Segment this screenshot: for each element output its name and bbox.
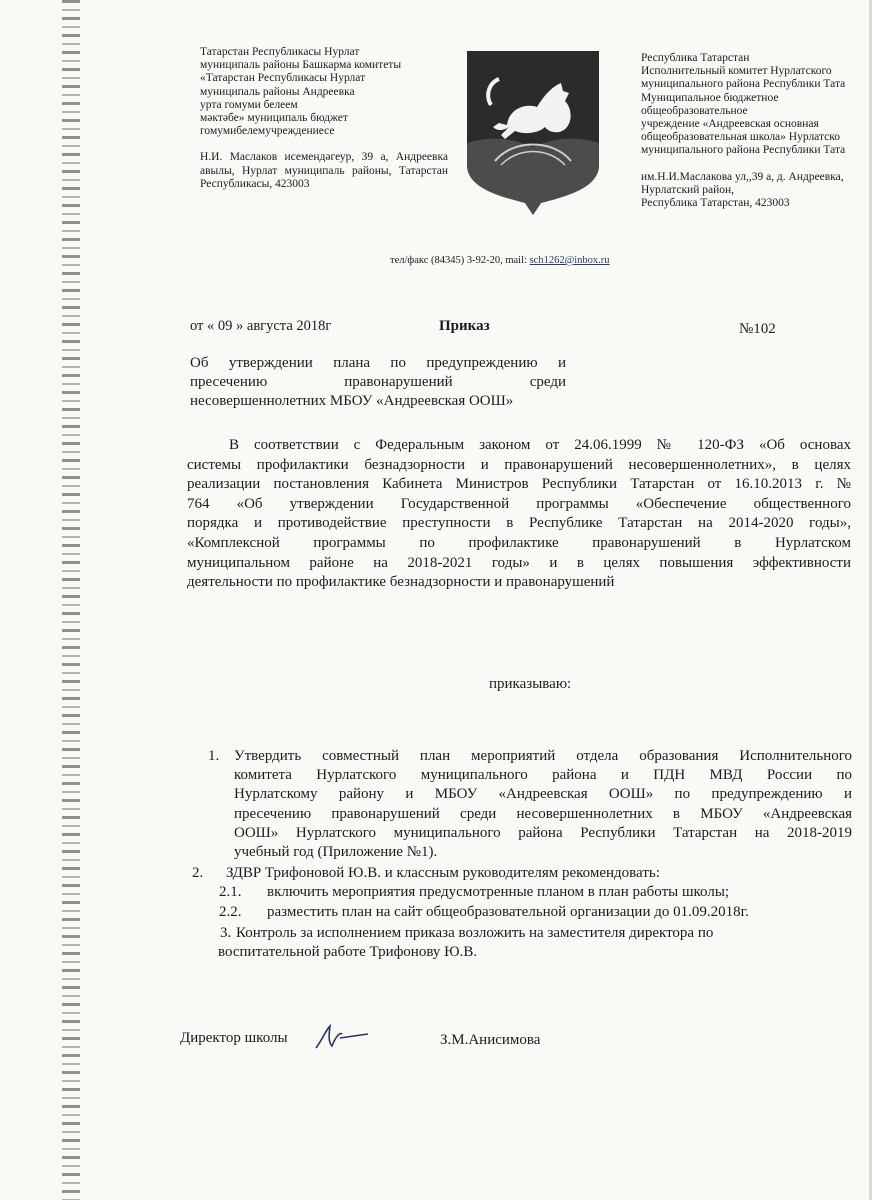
- header-left-line: «Татарстан Республикасы Нурлат: [200, 72, 366, 85]
- preamble-line: деятельности по профилактике безнадзорности и правонарушений: [187, 574, 615, 591]
- preamble-line: системы профилактики безнадзорности и правонарушений несовершеннолетних», в целях: [187, 456, 851, 473]
- item-line: ООШ» Нурлатского муниципального района Республики Татарстан на 2018-2019: [234, 824, 852, 841]
- item-line: Контроль за исполнением приказа возложить на заместителя директора по: [236, 924, 714, 941]
- order-subitem-2-2: [192, 903, 852, 922]
- item-line: Утвердить совместный план мероприятий отдела образования Исполнительного: [234, 748, 852, 764]
- order-verb: приказываю:: [489, 676, 572, 692]
- preamble-line: В соответствии с Федеральным законом от 24.06.1999 № 120-ФЗ «Об основах: [229, 437, 851, 453]
- order-item-2: [192, 864, 852, 883]
- item-text-continuation: [218, 943, 852, 962]
- preamble-line: порядка и противодействие преступности в Республике Татарстан на 2014-2020 годы»,: [187, 515, 851, 532]
- order-title: Приказ: [439, 318, 490, 334]
- header-left-line: Татарстан Республикасы Нурлат: [200, 46, 360, 58]
- contact-email-link[interactable]: sch1262@inbox.ru: [529, 255, 610, 266]
- order-items: [192, 747, 852, 962]
- item-line: пресечению правонарушений среди несовершеннолетних в МБОУ «Андреевская: [234, 805, 852, 822]
- item-number: 2.: [192, 865, 204, 882]
- order-date: от « 09 » августа 2018г: [190, 318, 332, 334]
- subitem-text: разместить план на сайт общеобразовательной организации до 01.09.2018г.: [267, 903, 749, 920]
- handwritten-signature: [312, 1022, 370, 1052]
- item-text: [234, 747, 852, 862]
- item-number: 3.: [220, 924, 232, 941]
- signature-position: Директор школы: [180, 1030, 288, 1046]
- header-right-line: Исполнительный комитет Нурлатского: [641, 65, 832, 78]
- coat-of-arms-emblem: [463, 47, 603, 219]
- contact-phone: тел/факс (84345) 3-92-20,: [390, 255, 503, 266]
- preamble-line: 764 «Об утверждении Государственной программы «Обеспечение общественного: [187, 495, 851, 512]
- address-line: им.Н.И.Маслакова ул,,39 а, д. Андреевка,: [641, 170, 844, 183]
- order-preamble: [187, 436, 851, 593]
- signature-stroke: [316, 1026, 368, 1048]
- order-item-1: [200, 747, 852, 862]
- preamble-line: «Комплексной программы по профилактике правонарушений в Нурлатском: [187, 534, 851, 551]
- subitem-text: включить мероприятия предусмотренные планом в план работы школы;: [267, 884, 730, 901]
- item-line: воспитательной работе Трифонову Ю.В.: [218, 944, 478, 961]
- subject-line: Об утверждении плана по предупреждению и: [190, 355, 566, 371]
- subitem-number: 2.2.: [219, 903, 242, 920]
- address-line: Нурлатский район,: [641, 183, 735, 196]
- header-left-line: урта гомуми белеем: [200, 98, 298, 111]
- header-left-line: мәктәбе» муниципаль бюджет: [200, 112, 348, 125]
- header-right-line: Республика Татарстан: [641, 52, 750, 64]
- item-text: [218, 924, 852, 943]
- item-line: Нурлатскому району и МБОУ «Андреевская ООШ» по предупреждению и: [234, 786, 852, 803]
- header-left: [200, 46, 448, 191]
- header-right-line: общеобразовательная школа» Нурлатско: [641, 131, 841, 144]
- header-left-address: Н.И. Маслаков исемендәгеур, 39 а, Андреевка авылы, Нурлат муниципаль районы, Татарстан Республикасы, 423003: [200, 151, 448, 190]
- preamble-line: муниципальном районе на 2018-2021 годы» и в целях повышения эффективности: [187, 554, 851, 571]
- header-right-line: Муниципальное бюджетное: [641, 91, 779, 104]
- contact-mail-label: mail:: [505, 255, 527, 266]
- header-left-line: муниципаль районы Башкарма комитеты: [200, 59, 402, 72]
- header-right-line: общеобразовательное: [641, 104, 748, 117]
- item-line: учебный год (Приложение №1).: [234, 844, 438, 861]
- preamble-line: реализации постановления Кабинета Министров Республики Татарстан от 16.10.2013 г. №: [187, 476, 851, 493]
- contact-line: [390, 255, 610, 266]
- item-number: 1.: [208, 748, 220, 764]
- address-line: Республика Татарстан, 423003: [641, 197, 790, 210]
- header-right-line: муниципального района Республики Тата: [641, 78, 846, 91]
- header-right-line: муниципального района Республики Тата: [641, 144, 846, 157]
- header-right-line: учреждение «Андреевская основная: [641, 118, 819, 131]
- order-item-3: [196, 924, 852, 962]
- header-right-address: [641, 171, 869, 211]
- item-text: ЗДВР Трифоновой Ю.В. и классным руководителям рекомендовать:: [226, 865, 660, 882]
- subject-line: несовершеннолетних МБОУ «Андреевская ООШ»: [190, 393, 514, 409]
- order-subitem-2-1: [192, 883, 852, 902]
- subject-line: пресечению правонарушений среди: [190, 374, 566, 390]
- director-name: З.М.Анисимова: [440, 1032, 541, 1048]
- order-number: №102: [739, 321, 776, 337]
- item-line: комитета Нурлатского муниципального района и ПДН МВД России по: [234, 767, 852, 784]
- header-right: [641, 52, 869, 210]
- scan-edge-artifact: [62, 0, 80, 1200]
- header-left-line: гомумибелемучреждениесе: [200, 125, 335, 138]
- emblem-ground: [467, 139, 599, 215]
- subitem-number: 2.1.: [219, 884, 242, 901]
- header-left-line: муниципаль районы Андреевка: [200, 85, 355, 98]
- order-subject: [190, 354, 566, 411]
